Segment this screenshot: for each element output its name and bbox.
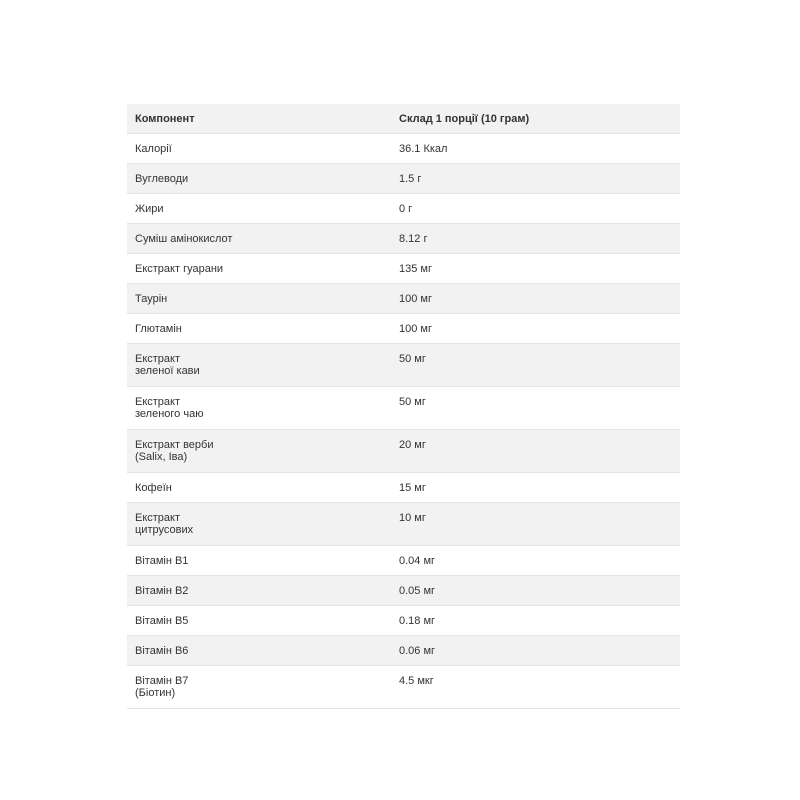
amount-cell: 15 мг xyxy=(391,473,680,503)
amount-cell: 135 мг xyxy=(391,254,680,284)
amount-cell: 10 мг xyxy=(391,503,680,546)
table-row xyxy=(127,636,680,666)
component-cell: Глютамін xyxy=(127,314,391,344)
amount-cell: 0 г xyxy=(391,194,680,224)
amount-cell: 4.5 мкг xyxy=(391,666,680,709)
amount-cell: 8.12 г xyxy=(391,224,680,254)
component-cell: Екстракт гуарани xyxy=(127,254,391,284)
component-cell: Калорії xyxy=(127,134,391,164)
table-row xyxy=(127,224,680,254)
component-cell: Екстракт зеленої кави xyxy=(127,344,391,387)
amount-cell: 0.05 мг xyxy=(391,576,680,606)
table-row xyxy=(127,430,680,473)
table-row xyxy=(127,387,680,430)
header-serving: Склад 1 порції (10 грам) xyxy=(391,104,680,134)
amount-cell: 0.04 мг xyxy=(391,546,680,576)
component-cell: Суміш амінокислот xyxy=(127,224,391,254)
component-cell: Екстракт зеленого чаю xyxy=(127,387,391,430)
amount-cell: 100 мг xyxy=(391,284,680,314)
table-row xyxy=(127,546,680,576)
amount-cell: 1.5 г xyxy=(391,164,680,194)
component-cell: Вітамін B1 xyxy=(127,546,391,576)
table-row xyxy=(127,576,680,606)
table-row xyxy=(127,666,680,709)
table-row xyxy=(127,194,680,224)
table-row xyxy=(127,503,680,546)
component-cell: Вітамін B7 (Біотин) xyxy=(127,666,391,709)
component-cell: Таурін xyxy=(127,284,391,314)
amount-cell: 20 мг xyxy=(391,430,680,473)
table-row xyxy=(127,344,680,387)
component-cell: Екстракт верби (Salix, Іва) xyxy=(127,430,391,473)
component-cell: Вітамін B5 xyxy=(127,606,391,636)
amount-cell: 36.1 Ккал xyxy=(391,134,680,164)
component-cell: Жири xyxy=(127,194,391,224)
amount-cell: 50 мг xyxy=(391,387,680,430)
nutrition-table xyxy=(127,104,680,709)
table-row xyxy=(127,254,680,284)
table-header-row xyxy=(127,104,680,134)
amount-cell: 50 мг xyxy=(391,344,680,387)
amount-cell: 0.06 мг xyxy=(391,636,680,666)
component-cell: Вуглеводи xyxy=(127,164,391,194)
component-cell: Екстракт цитрусових xyxy=(127,503,391,546)
table-row xyxy=(127,164,680,194)
header-component: Компонент xyxy=(127,104,391,134)
table-row xyxy=(127,314,680,344)
component-cell: Вітамін B2 xyxy=(127,576,391,606)
component-cell: Кофеїн xyxy=(127,473,391,503)
nutrition-table-container xyxy=(127,104,680,709)
table-row xyxy=(127,606,680,636)
table-row xyxy=(127,134,680,164)
component-cell: Вітамін B6 xyxy=(127,636,391,666)
amount-cell: 0.18 мг xyxy=(391,606,680,636)
table-row xyxy=(127,473,680,503)
table-row xyxy=(127,284,680,314)
amount-cell: 100 мг xyxy=(391,314,680,344)
